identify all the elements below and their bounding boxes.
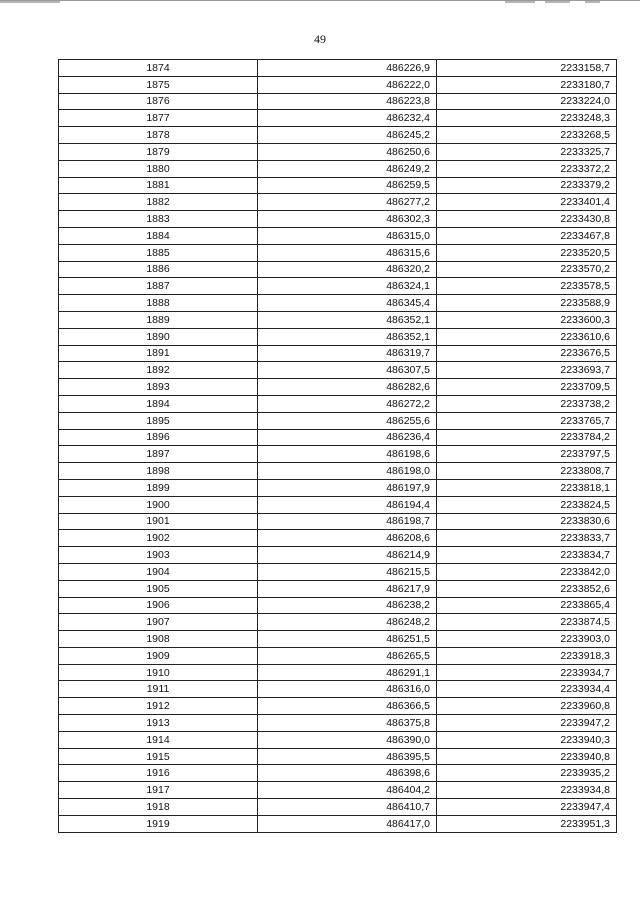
point-number-cell: 1875	[59, 76, 258, 93]
point-number-cell: 1898	[59, 463, 258, 480]
table-row	[59, 681, 617, 698]
y-coordinate-cell: 2233830,6	[437, 513, 617, 530]
point-number-cell: 1914	[59, 731, 258, 748]
x-coordinate-cell: 486282,6	[258, 379, 437, 396]
table-row	[59, 244, 617, 261]
point-number-cell: 1910	[59, 664, 258, 681]
y-coordinate-cell: 2233951,3	[437, 815, 617, 832]
point-number-cell: 1918	[59, 799, 258, 816]
table-row	[59, 127, 617, 144]
table-row	[59, 211, 617, 228]
x-coordinate-cell: 486250,6	[258, 143, 437, 160]
point-number-cell: 1900	[59, 496, 258, 513]
point-number-cell: 1902	[59, 530, 258, 547]
coordinates-table-body	[59, 60, 617, 833]
table-row	[59, 143, 617, 160]
point-number-cell: 1903	[59, 547, 258, 564]
x-coordinate-cell: 486208,6	[258, 530, 437, 547]
x-coordinate-cell: 486222,0	[258, 76, 437, 93]
x-coordinate-cell: 486238,2	[258, 597, 437, 614]
table-row	[59, 547, 617, 564]
y-coordinate-cell: 2233842,0	[437, 563, 617, 580]
y-coordinate-cell: 2233268,5	[437, 127, 617, 144]
y-coordinate-cell: 2233158,7	[437, 60, 617, 77]
point-number-cell: 1904	[59, 563, 258, 580]
x-coordinate-cell: 486214,9	[258, 547, 437, 564]
point-number-cell: 1885	[59, 244, 258, 261]
table-row	[59, 177, 617, 194]
x-coordinate-cell: 486352,1	[258, 311, 437, 328]
x-coordinate-cell: 486265,5	[258, 647, 437, 664]
x-coordinate-cell: 486398,6	[258, 765, 437, 782]
point-number-cell: 1878	[59, 127, 258, 144]
y-coordinate-cell: 2233784,2	[437, 429, 617, 446]
table-row	[59, 664, 617, 681]
x-coordinate-cell: 486375,8	[258, 715, 437, 732]
y-coordinate-cell: 2233588,9	[437, 295, 617, 312]
point-number-cell: 1892	[59, 362, 258, 379]
y-coordinate-cell: 2233401,4	[437, 194, 617, 211]
table-row	[59, 631, 617, 648]
x-coordinate-cell: 486410,7	[258, 799, 437, 816]
x-coordinate-cell: 486272,2	[258, 395, 437, 412]
point-number-cell: 1905	[59, 580, 258, 597]
x-coordinate-cell: 486197,9	[258, 479, 437, 496]
x-coordinate-cell: 486249,2	[258, 160, 437, 177]
y-coordinate-cell: 2233224,0	[437, 93, 617, 110]
y-coordinate-cell: 2233934,7	[437, 664, 617, 681]
x-coordinate-cell: 486259,5	[258, 177, 437, 194]
point-number-cell: 1889	[59, 311, 258, 328]
x-coordinate-cell: 486198,6	[258, 446, 437, 463]
table-row	[59, 328, 617, 345]
point-number-cell: 1901	[59, 513, 258, 530]
x-coordinate-cell: 486277,2	[258, 194, 437, 211]
table-row	[59, 731, 617, 748]
table-row	[59, 160, 617, 177]
table-row	[59, 715, 617, 732]
x-coordinate-cell: 486404,2	[258, 782, 437, 799]
point-number-cell: 1913	[59, 715, 258, 732]
y-coordinate-cell: 2233934,8	[437, 782, 617, 799]
y-coordinate-cell: 2233180,7	[437, 76, 617, 93]
table-row	[59, 597, 617, 614]
y-coordinate-cell: 2233430,8	[437, 211, 617, 228]
table-row	[59, 345, 617, 362]
y-coordinate-cell: 2233833,7	[437, 530, 617, 547]
table-row	[59, 76, 617, 93]
point-number-cell: 1906	[59, 597, 258, 614]
table-row	[59, 227, 617, 244]
page-number: 49	[314, 32, 326, 46]
table-row	[59, 530, 617, 547]
point-number-cell: 1876	[59, 93, 258, 110]
x-coordinate-cell: 486324,1	[258, 278, 437, 295]
x-coordinate-cell: 486198,0	[258, 463, 437, 480]
x-coordinate-cell: 486255,6	[258, 412, 437, 429]
table-row	[59, 362, 617, 379]
y-coordinate-cell: 2233248,3	[437, 110, 617, 127]
point-number-cell: 1894	[59, 395, 258, 412]
y-coordinate-cell: 2233797,5	[437, 446, 617, 463]
y-coordinate-cell: 2233325,7	[437, 143, 617, 160]
table-row	[59, 412, 617, 429]
x-coordinate-cell: 486345,4	[258, 295, 437, 312]
table-row	[59, 395, 617, 412]
x-coordinate-cell: 486390,0	[258, 731, 437, 748]
point-number-cell: 1891	[59, 345, 258, 362]
point-number-cell: 1897	[59, 446, 258, 463]
y-coordinate-cell: 2233824,5	[437, 496, 617, 513]
table-row	[59, 799, 617, 816]
table-row	[59, 429, 617, 446]
point-number-cell: 1909	[59, 647, 258, 664]
table-row	[59, 698, 617, 715]
point-number-cell: 1915	[59, 748, 258, 765]
y-coordinate-cell: 2233676,5	[437, 345, 617, 362]
point-number-cell: 1886	[59, 261, 258, 278]
x-coordinate-cell: 486320,2	[258, 261, 437, 278]
point-number-cell: 1895	[59, 412, 258, 429]
x-coordinate-cell: 486417,0	[258, 815, 437, 832]
point-number-cell: 1884	[59, 227, 258, 244]
point-number-cell: 1912	[59, 698, 258, 715]
scan-edge-artifact	[0, 0, 640, 5]
x-coordinate-cell: 486352,1	[258, 328, 437, 345]
y-coordinate-cell: 2233765,7	[437, 412, 617, 429]
x-coordinate-cell: 486319,7	[258, 345, 437, 362]
x-coordinate-cell: 486315,6	[258, 244, 437, 261]
table-row	[59, 278, 617, 295]
y-coordinate-cell: 2233818,1	[437, 479, 617, 496]
point-number-cell: 1899	[59, 479, 258, 496]
point-number-cell: 1877	[59, 110, 258, 127]
table-row	[59, 513, 617, 530]
coordinates-table	[58, 59, 617, 833]
table-row	[59, 580, 617, 597]
table-row	[59, 479, 617, 496]
x-coordinate-cell: 486217,9	[258, 580, 437, 597]
x-coordinate-cell: 486223,8	[258, 93, 437, 110]
point-number-cell: 1874	[59, 60, 258, 77]
y-coordinate-cell: 2233379,2	[437, 177, 617, 194]
table-row	[59, 60, 617, 77]
y-coordinate-cell: 2233693,7	[437, 362, 617, 379]
y-coordinate-cell: 2233570,2	[437, 261, 617, 278]
table-row	[59, 311, 617, 328]
y-coordinate-cell: 2233947,4	[437, 799, 617, 816]
point-number-cell: 1919	[59, 815, 258, 832]
x-coordinate-cell: 486251,5	[258, 631, 437, 648]
point-number-cell: 1911	[59, 681, 258, 698]
table-row	[59, 379, 617, 396]
y-coordinate-cell: 2233808,7	[437, 463, 617, 480]
point-number-cell: 1917	[59, 782, 258, 799]
point-number-cell: 1890	[59, 328, 258, 345]
point-number-cell: 1908	[59, 631, 258, 648]
table-row	[59, 614, 617, 631]
y-coordinate-cell: 2233947,2	[437, 715, 617, 732]
x-coordinate-cell: 486395,5	[258, 748, 437, 765]
point-number-cell: 1888	[59, 295, 258, 312]
x-coordinate-cell: 486315,0	[258, 227, 437, 244]
table-row	[59, 563, 617, 580]
x-coordinate-cell: 486248,2	[258, 614, 437, 631]
table-row	[59, 765, 617, 782]
y-coordinate-cell: 2233610,6	[437, 328, 617, 345]
point-number-cell: 1896	[59, 429, 258, 446]
x-coordinate-cell: 486366,5	[258, 698, 437, 715]
point-number-cell: 1916	[59, 765, 258, 782]
y-coordinate-cell: 2233467,8	[437, 227, 617, 244]
point-number-cell: 1882	[59, 194, 258, 211]
table-row	[59, 647, 617, 664]
table-row	[59, 261, 617, 278]
y-coordinate-cell: 2233874,5	[437, 614, 617, 631]
y-coordinate-cell: 2233600,3	[437, 311, 617, 328]
y-coordinate-cell: 2233934,4	[437, 681, 617, 698]
y-coordinate-cell: 2233940,3	[437, 731, 617, 748]
y-coordinate-cell: 2233709,5	[437, 379, 617, 396]
x-coordinate-cell: 486302,3	[258, 211, 437, 228]
table-row	[59, 496, 617, 513]
x-coordinate-cell: 486236,4	[258, 429, 437, 446]
y-coordinate-cell: 2233834,7	[437, 547, 617, 564]
table-row	[59, 93, 617, 110]
x-coordinate-cell: 486194,4	[258, 496, 437, 513]
x-coordinate-cell: 486226,9	[258, 60, 437, 77]
table-row	[59, 194, 617, 211]
table-row	[59, 295, 617, 312]
x-coordinate-cell: 486307,5	[258, 362, 437, 379]
y-coordinate-cell: 2233918,3	[437, 647, 617, 664]
table-row	[59, 782, 617, 799]
y-coordinate-cell: 2233372,2	[437, 160, 617, 177]
x-coordinate-cell: 486316,0	[258, 681, 437, 698]
table-row	[59, 815, 617, 832]
y-coordinate-cell: 2233738,2	[437, 395, 617, 412]
y-coordinate-cell: 2233940,8	[437, 748, 617, 765]
table-row	[59, 748, 617, 765]
point-number-cell: 1879	[59, 143, 258, 160]
x-coordinate-cell: 486215,5	[258, 563, 437, 580]
table-row	[59, 446, 617, 463]
y-coordinate-cell: 2233903,0	[437, 631, 617, 648]
point-number-cell: 1880	[59, 160, 258, 177]
x-coordinate-cell: 486245,2	[258, 127, 437, 144]
point-number-cell: 1887	[59, 278, 258, 295]
x-coordinate-cell: 486198,7	[258, 513, 437, 530]
point-number-cell: 1883	[59, 211, 258, 228]
y-coordinate-cell: 2233852,6	[437, 580, 617, 597]
x-coordinate-cell: 486232,4	[258, 110, 437, 127]
x-coordinate-cell: 486291,1	[258, 664, 437, 681]
table-row	[59, 110, 617, 127]
point-number-cell: 1907	[59, 614, 258, 631]
table-row	[59, 463, 617, 480]
y-coordinate-cell: 2233960,8	[437, 698, 617, 715]
y-coordinate-cell: 2233520,5	[437, 244, 617, 261]
point-number-cell: 1881	[59, 177, 258, 194]
y-coordinate-cell: 2233578,5	[437, 278, 617, 295]
point-number-cell: 1893	[59, 379, 258, 396]
y-coordinate-cell: 2233935,2	[437, 765, 617, 782]
y-coordinate-cell: 2233865,4	[437, 597, 617, 614]
